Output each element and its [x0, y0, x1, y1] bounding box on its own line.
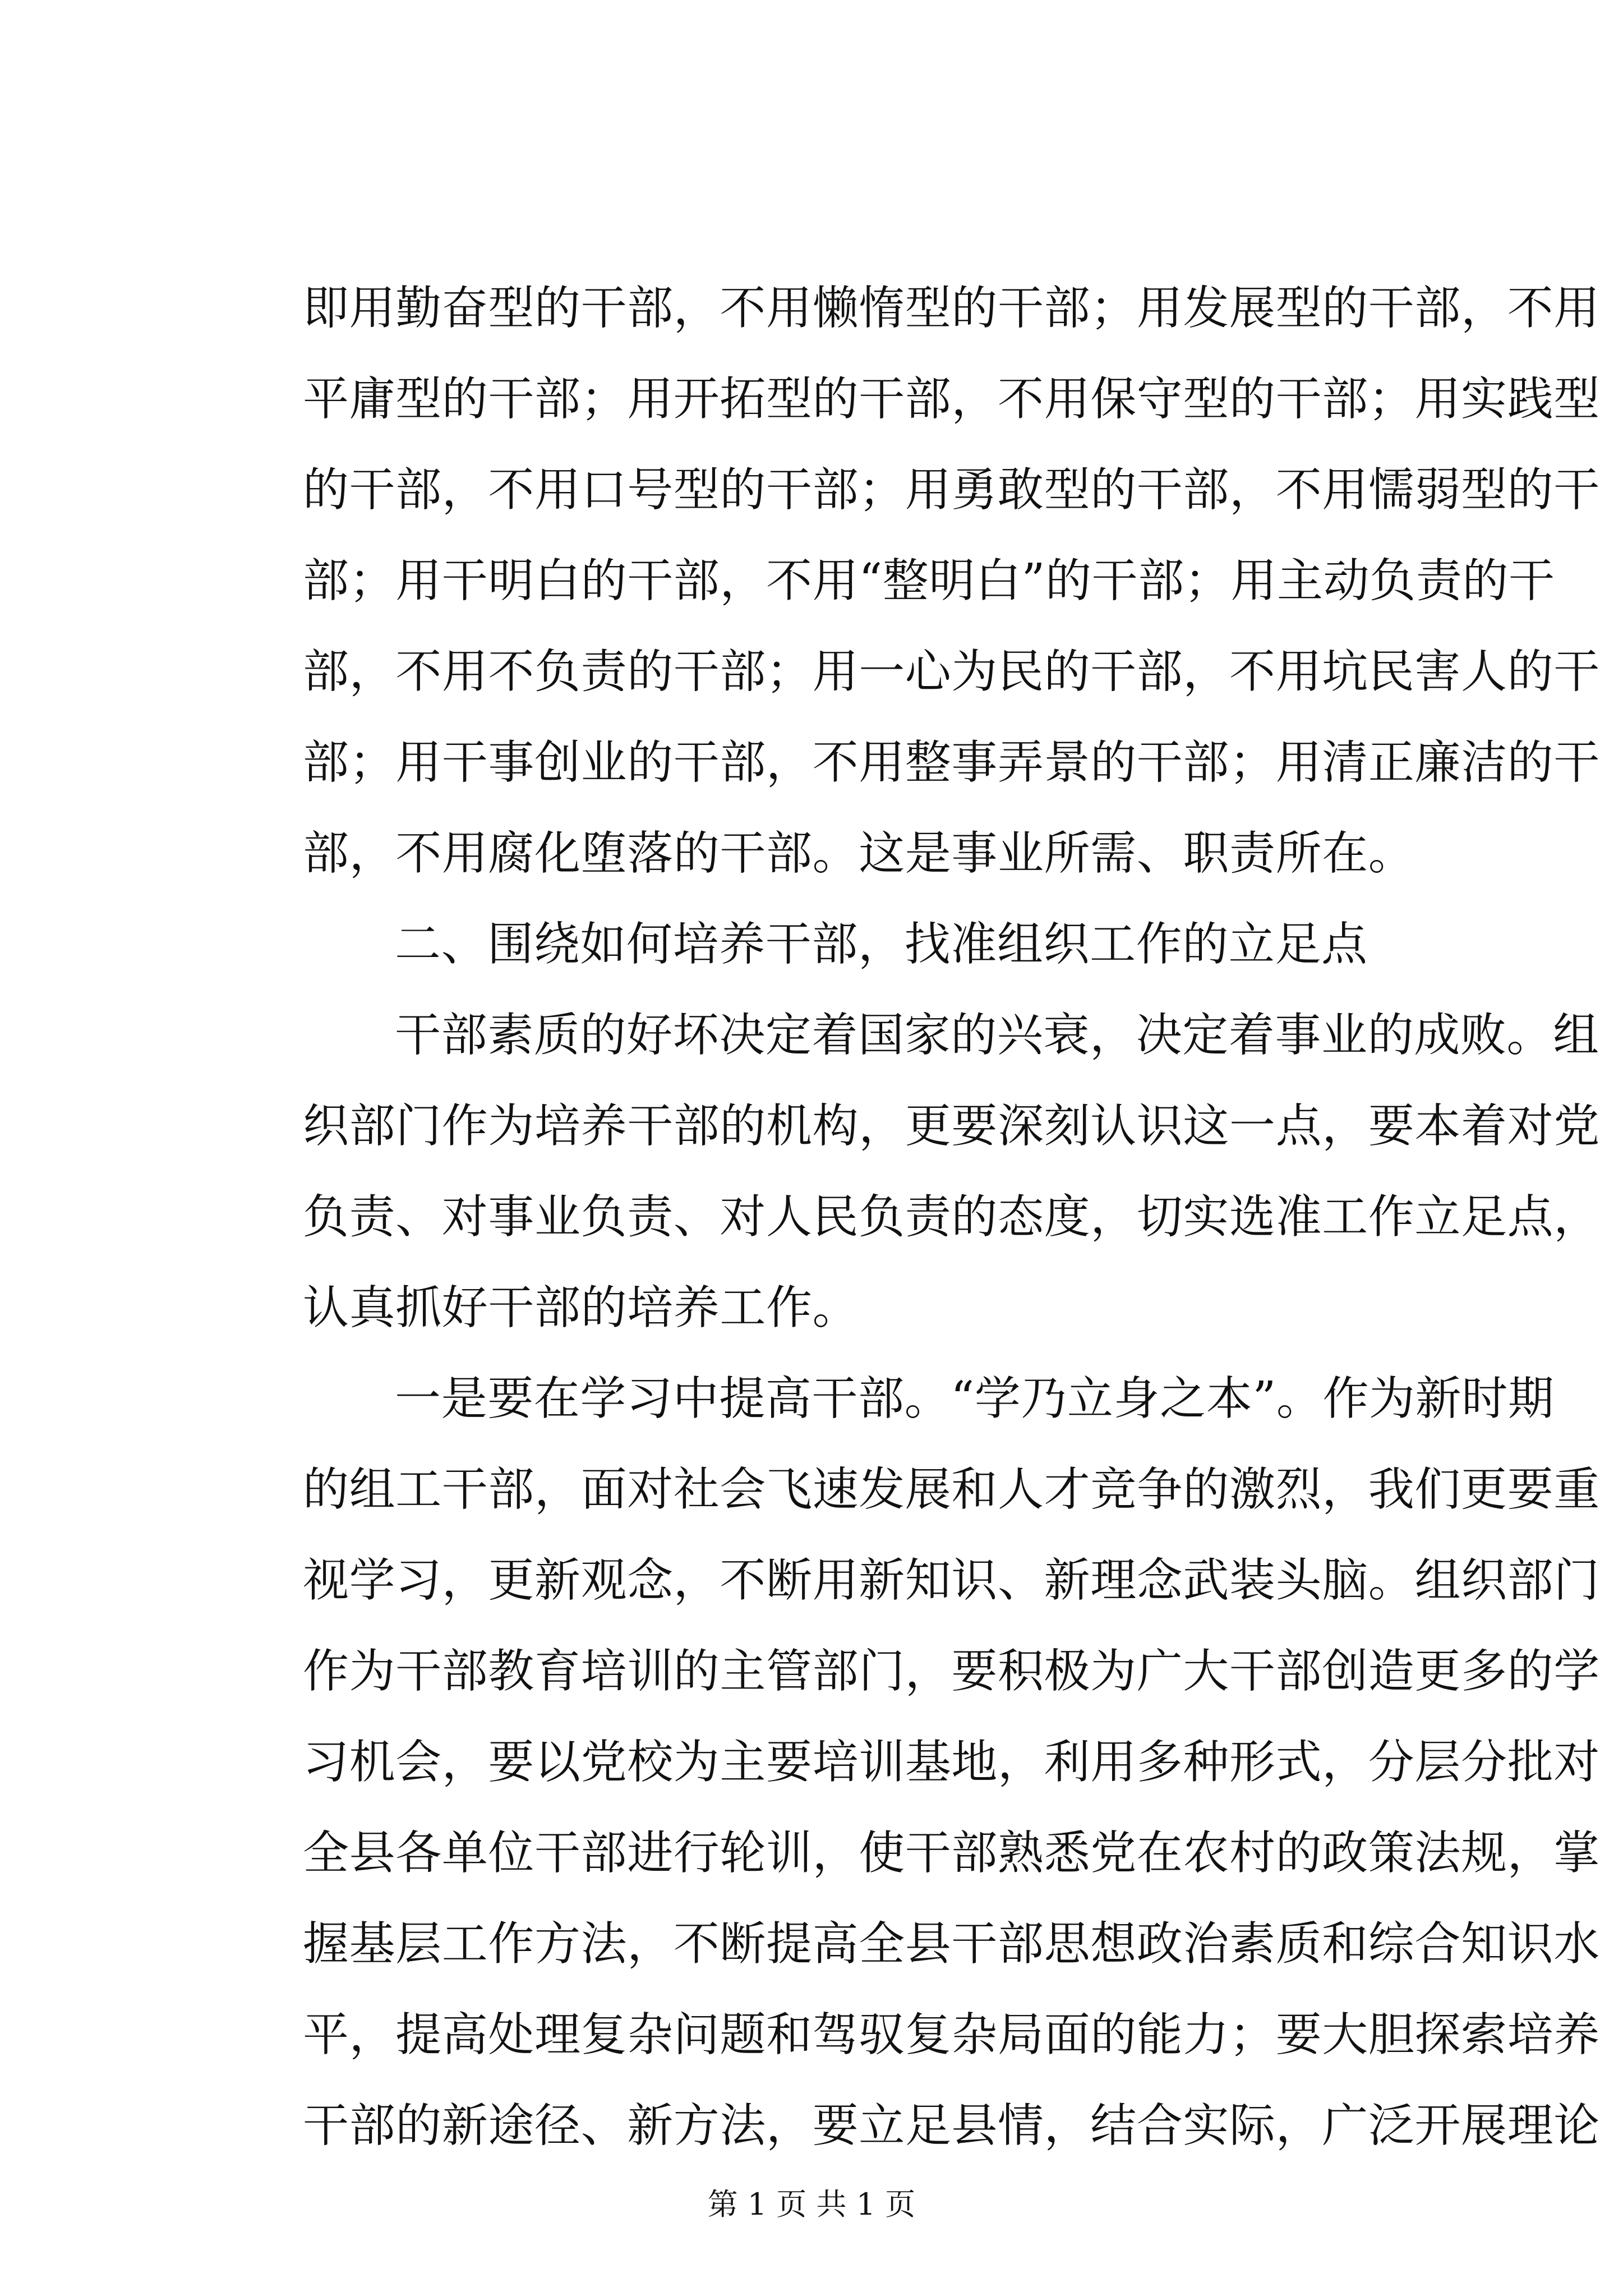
text-line: 部；用干明白的干部，不用“整明白”的干部；用主动负责的干 [303, 554, 1555, 608]
text-line: 的干部，不用口号型的干部；用勇敢型的干部，不用懦弱型的干 [303, 463, 1600, 517]
text-line: 负责、对事业负责、对人民负责的态度，切实选准工作立足点， [303, 1190, 1600, 1244]
text-line: 部；用干事创业的干部，不用整事弄景的干部；用清正廉洁的干 [303, 736, 1600, 789]
text-line: 握基层工作方法，不断提高全县干部思想政治素质和综合知识水 [303, 1917, 1600, 1971]
text-line: 一是要在学习中提高干部。“学乃立身之本”。作为新时期 [395, 1372, 1555, 1425]
text-line: 习机会，要以党校为主要培训基地，利用多种形式，分层分批对 [303, 1736, 1600, 1789]
text-line: 的组工干部，面对社会飞速发展和人才竞争的激烈，我们更要重 [303, 1463, 1600, 1516]
text-line: 平庸型的干部；用开拓型的干部，不用保守型的干部；用实践型 [303, 372, 1600, 426]
text-line: 干部素质的好坏决定着国家的兴衰，决定着事业的成败。组 [395, 1009, 1599, 1062]
section-heading: 二、围绕如何培养干部，找准组织工作的立足点 [395, 918, 1368, 971]
text-line: 部，不用腐化堕落的干部。这是事业所需、职责所在。 [303, 827, 1415, 880]
text-line: 平，提高处理复杂问题和驾驭复杂局面的能力；要大胆探索培养 [303, 2008, 1600, 2062]
text-line: 视学习，更新观念，不断用新知识、新理念武装头脑。组织部门 [303, 1554, 1600, 1607]
text-line: 认真抓好干部的培养工作。 [303, 1281, 859, 1335]
text-line: 即用勤奋型的干部，不用懒惰型的干部；用发展型的干部，不用 [303, 282, 1600, 335]
page-footer: 第 1 页 共 1 页 [707, 2187, 916, 2222]
text-line: 部，不用不负责的干部；用一心为民的干部，不用坑民害人的干 [303, 645, 1600, 698]
text-line: 干部的新途径、新方法，要立足县情，结合实际，广泛开展理论 [303, 2099, 1600, 2152]
text-line: 作为干部教育培训的主管部门，要积极为广大干部创造更多的学 [303, 1645, 1600, 1698]
text-line: 全县各单位干部进行轮训，使干部熟悉党在农村的政策法规，掌 [303, 1826, 1600, 1880]
text-line: 织部门作为培养干部的机构，更要深刻认识这一点，要本着对党 [303, 1099, 1600, 1153]
